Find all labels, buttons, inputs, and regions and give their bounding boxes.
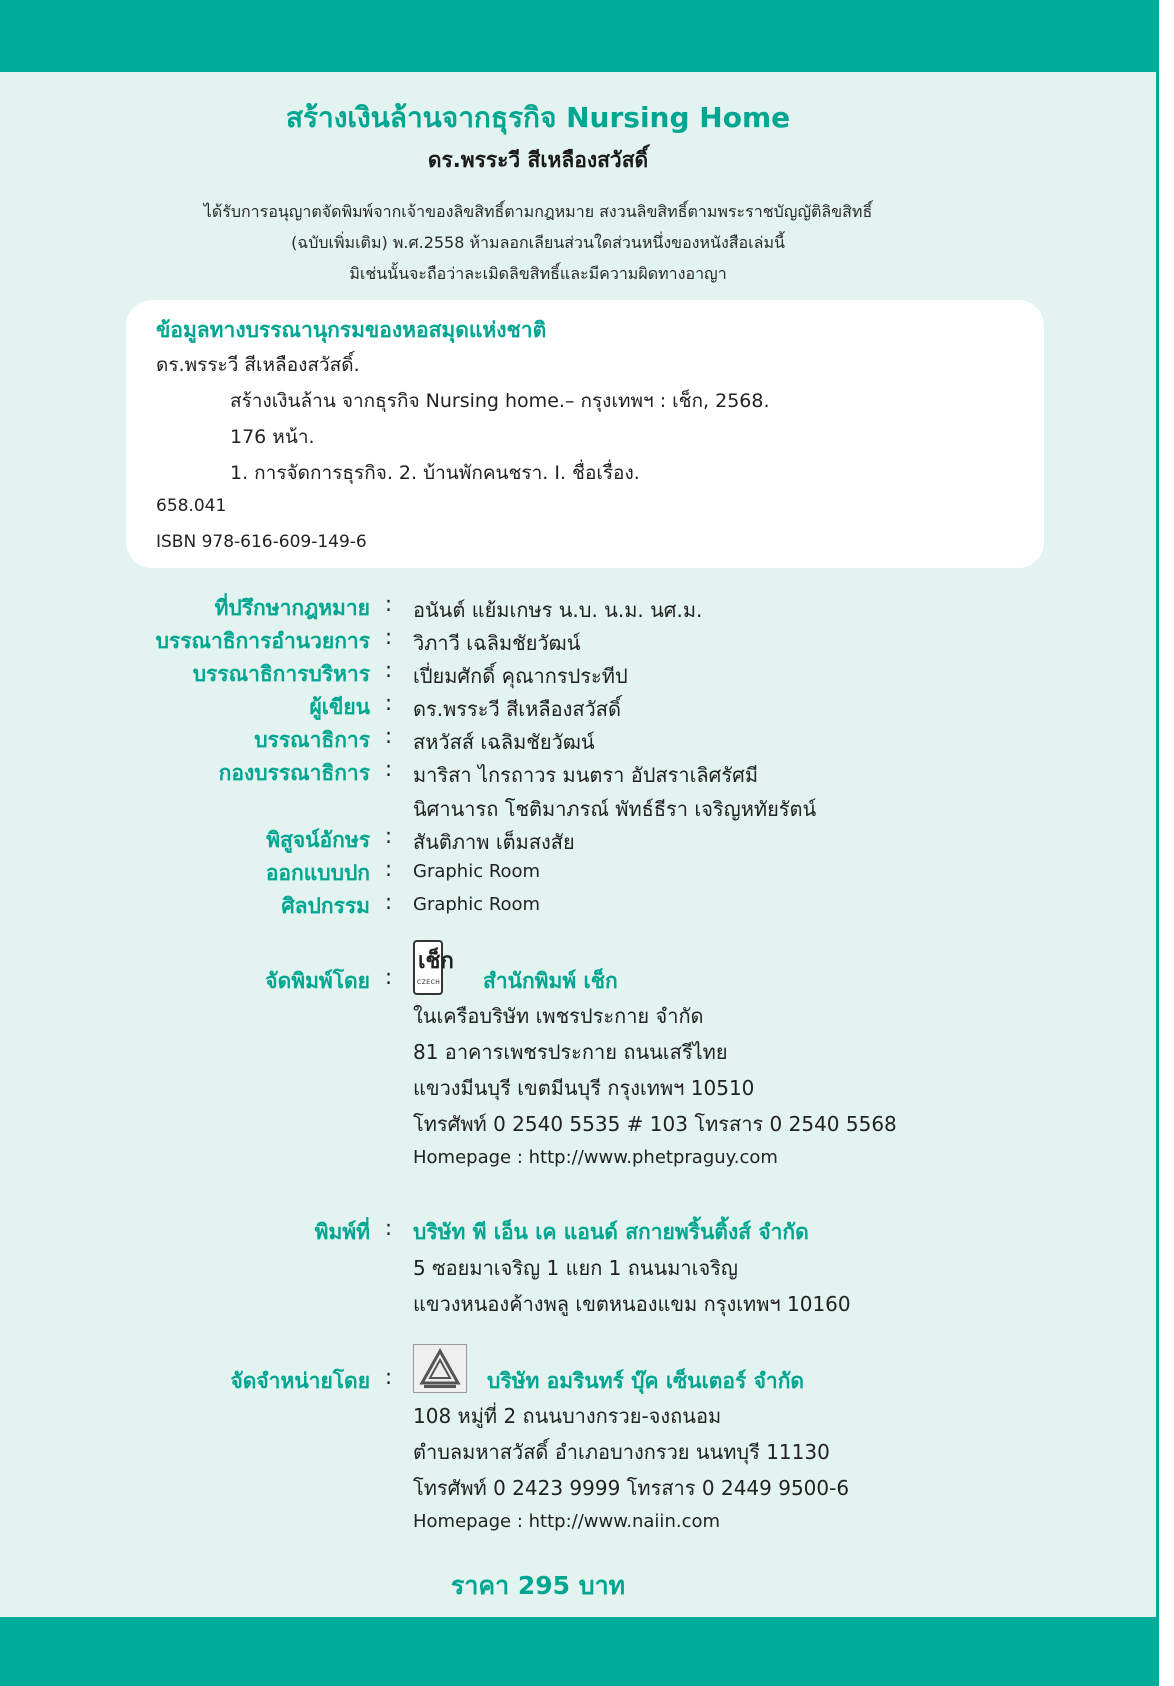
- colon: :: [385, 724, 393, 748]
- credit-row: [0, 890, 1174, 922]
- credit-label: พิสูจน์อักษร: [266, 828, 370, 852]
- credit-value: มาริสา ไกรถาวร มนตรา อัปสราเลิศรัศมี: [413, 763, 758, 787]
- czech-publisher-logo: [413, 940, 454, 995]
- cip-classification: 658.041: [156, 496, 227, 516]
- publisher-address-line: แขวงมีนบุรี เขตมีนบุรี กรุงเทพฯ 10510: [413, 1076, 755, 1100]
- colon: :: [385, 658, 393, 682]
- distributor-label: จัดจำหน่ายโดย: [230, 1369, 370, 1393]
- distributor-name: บริษัท อมรินทร์ บุ๊ค เซ็นเตอร์ จำกัด: [487, 1369, 805, 1393]
- credit-row: [0, 757, 1174, 789]
- colon: :: [385, 592, 393, 616]
- cip-heading: ข้อมูลทางบรรณานุกรมของหอสมุดแห่งชาติ: [156, 318, 547, 342]
- colon: :: [385, 757, 393, 781]
- distributor-address-line: ตำบลมหาสวัสดิ์ อำเภอบางกรวย นนทบุรี 11130: [413, 1440, 830, 1464]
- colon: :: [385, 857, 393, 881]
- credit-value: Graphic Room: [413, 861, 541, 882]
- top-color-band: [0, 0, 1156, 72]
- printer-address-line: 5 ซอยมาเจริญ 1 แยก 1 ถนนมาเจริญ: [413, 1256, 738, 1280]
- notice-line: ได้รับการอนุญาตจัดพิมพ์จากเจ้าของลิขสิทธิ์ตามกฎหมาย สงวนลิขสิทธิ์ตามพระราชบัญญัติลิขสิทธิ์: [203, 202, 873, 221]
- colon: :: [385, 1365, 393, 1389]
- notice-line: (ฉบับเพิ่มเติม) พ.ศ.2558 ห้ามลอกเลียนส่วนใดส่วนหนึ่งของหนังสือเล่มนี้: [291, 233, 785, 252]
- bottom-color-band: [0, 1617, 1156, 1686]
- credit-label: ที่ปรึกษากฎหมาย: [214, 596, 370, 620]
- colon: :: [385, 965, 393, 989]
- publisher-homepage: Homepage : http://www.phetpraguy.com: [413, 1147, 778, 1168]
- credit-label: ผู้เขียน: [309, 695, 370, 719]
- credit-row: [0, 824, 1174, 856]
- colon: :: [385, 890, 393, 914]
- price: ราคา 295 บาท: [450, 1571, 626, 1600]
- distributor-address-line: 108 หมู่ที่ 2 ถนนบางกรวย-จงถนอม: [413, 1404, 722, 1428]
- publisher-address-line: ในเครือบริษัท เพชรประกาย จำกัด: [413, 1004, 704, 1028]
- colon: :: [385, 691, 393, 715]
- book-title: สร้างเงินล้านจากธุรกิจ Nursing Home: [285, 101, 791, 134]
- credit-row: [0, 658, 1174, 690]
- printer-label: พิมพ์ที่: [314, 1220, 370, 1244]
- credit-row: [0, 691, 1174, 723]
- colon: :: [385, 625, 393, 649]
- book-author: ดร.พรระวี สีเหลืองสวัสดิ์: [427, 148, 649, 172]
- copyright-notice: [120, 196, 956, 289]
- logo-text: เช็ก: [418, 949, 454, 974]
- credit-row: [0, 625, 1174, 657]
- credit-label: ศิลปกรรม: [281, 894, 370, 918]
- credit-label: บรรณาธิการอำนวยการ: [155, 629, 370, 653]
- cip-pages: 176 หน้า.: [230, 426, 315, 448]
- colon: :: [385, 1216, 393, 1240]
- credit-value: Graphic Room: [413, 894, 541, 915]
- cip-title: สร้างเงินล้าน จากธุรกิจ Nursing home.– กรุงเทพฯ : เช็ก, 2568.: [230, 390, 770, 412]
- publisher-name: สำนักพิมพ์ เช็ก: [483, 969, 618, 993]
- credit-value: เปี่ยมศักดิ์ คุณากรประทีป: [413, 664, 628, 688]
- distributor-homepage: Homepage : http://www.naiin.com: [413, 1511, 721, 1532]
- cip-isbn: ISBN 978-616-609-149-6: [156, 532, 367, 552]
- credit-value: สันติภาพ เต็มสงสัย: [413, 830, 575, 854]
- publisher-label: จัดพิมพ์โดย: [265, 969, 370, 993]
- distributor-phone: โทรศัพท์ 0 2423 9999 โทรสาร 0 2449 9500-6: [413, 1476, 850, 1500]
- credit-row: [0, 857, 1174, 889]
- publisher-phone: โทรศัพท์ 0 2540 5535 # 103 โทรสาร 0 2540 5568: [413, 1112, 897, 1136]
- credit-row: [0, 592, 1174, 624]
- credit-label: ออกแบบปก: [265, 861, 370, 885]
- logo-subtext: CZECH: [417, 979, 441, 986]
- printer-address-line: แขวงหนองค้างพลู เขตหนองแขม กรุงเทพฯ 10160: [413, 1292, 851, 1316]
- credit-value: ดร.พรระวี สีเหลืองสวัสดิ์: [413, 697, 621, 721]
- publisher-address-line: 81 อาคารเพชรประกาย ถนนเสรีไทย: [413, 1040, 728, 1064]
- colon: :: [385, 824, 393, 848]
- amarin-logo-icon: [413, 1344, 467, 1393]
- credit-value-continued: นิศานารถ โชติมาภรณ์ พัทธ์ธีรา เจริญหทัยรัตน์: [413, 797, 817, 821]
- credit-value: อนันต์ แย้มเกษร น.บ. น.ม. นศ.ม.: [413, 598, 703, 622]
- credit-label: บรรณาธิการบริหาร: [192, 662, 370, 686]
- credit-label: กองบรรณาธิการ: [218, 761, 370, 785]
- credit-value: วิภาวี เฉลิมชัยวัฒน์: [413, 631, 581, 655]
- cip-box: [126, 300, 1044, 568]
- cip-subjects: 1. การจัดการธุรกิจ. 2. บ้านพักคนชรา. I. ชื่อเรื่อง.: [230, 462, 640, 484]
- credit-value: สหวัสส์ เฉลิมชัยวัฒน์: [413, 730, 595, 754]
- credit-label: บรรณาธิการ: [254, 728, 370, 752]
- printer-name: บริษัท พี เอ็น เค แอนด์ สกายพริ้นติ้งส์ จำกัด: [413, 1220, 809, 1244]
- notice-line: มิเช่นนั้นจะถือว่าละเมิดลิขสิทธิ์และมีความผิดทางอาญา: [349, 264, 727, 283]
- cip-author: ดร.พรระวี สีเหลืองสวัสดิ์.: [156, 354, 360, 376]
- credit-row: [0, 724, 1174, 756]
